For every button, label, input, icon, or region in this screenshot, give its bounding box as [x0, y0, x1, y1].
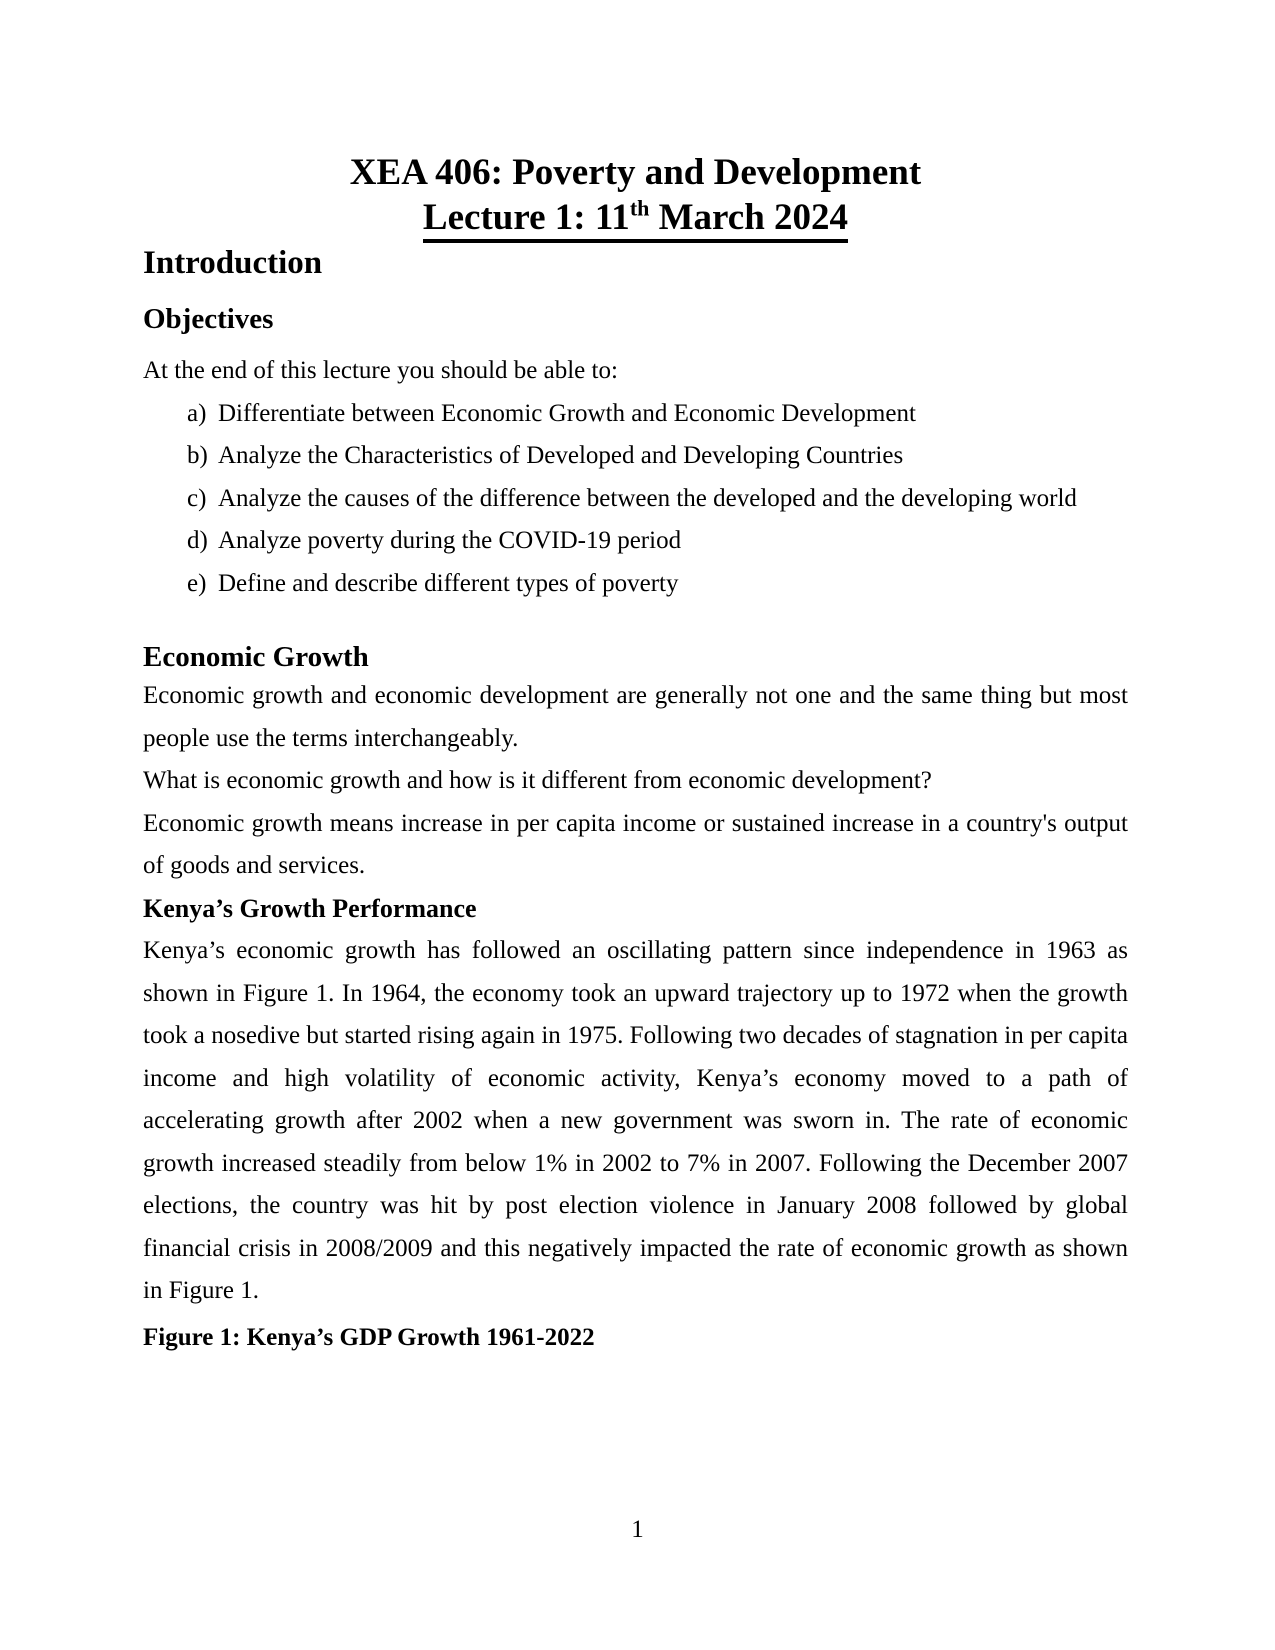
objective-text-b: Analyze the Characteristics of Developed and Developing Countries	[218, 442, 904, 469]
course-title: XEA 406: Poverty and Development	[349, 152, 922, 193]
subsection-heading-objectives: Objectives	[143, 303, 274, 335]
list-marker-b: b)	[187, 442, 208, 469]
page-content	[143, 0, 1128, 1359]
objective-text-d: Analyze poverty during the COVID-19 period	[218, 527, 682, 554]
lecture-subtitle-underline	[423, 197, 848, 243]
kenya-growth-paragraph: Kenya’s economic growth has followed an oscillating pattern since independence in 1963 as shown in Figure 1. In 1964, the economy took an upward trajectory up to 1972 when the growth took a nosedive but started rising again in 1975. Following two decades of stagnation in per capita income and high volatility of economic activity, Kenya’s economy moved to a path of accelerating growth after 2002 when a new government was sworn in. The rate of economic growth increased steadily from below 1% in 2002 to 7% in 2007. Following the December 2007 elections, the country was hit by post election violence in January 2008 followed by global financial crisis in 2008/2009 and this negatively impacted the rate of economic growth as shown in Figure 1.	[143, 937, 1128, 1304]
objective-item-d	[143, 520, 1128, 563]
objective-item-b	[143, 435, 1128, 478]
economic-growth-paragraph-1: Economic growth and economic development are generally not one and the same thing but most people use the terms interchangeably.	[143, 682, 1128, 752]
objective-text-a: Differentiate between Economic Growth and Economic Development	[218, 399, 916, 427]
section-heading-introduction: Introduction	[143, 245, 323, 281]
objective-text-c: Analyze the causes of the difference between the developed and the developing world	[218, 484, 1077, 512]
objective-item-c	[143, 478, 1128, 521]
objectives-list	[143, 393, 1128, 606]
subheading-kenya-growth-performance: Kenya’s Growth Performance	[143, 893, 477, 923]
list-marker-e: e)	[187, 569, 207, 597]
list-marker-d: d)	[187, 527, 208, 554]
objective-text-e: Define and describe different types of poverty	[218, 569, 679, 597]
objective-item-e	[143, 563, 1128, 606]
ordinal-superscript: th	[629, 195, 650, 221]
economic-growth-paragraph-2: What is economic growth and how is it different from economic development?	[143, 767, 932, 794]
lecture-subtitle	[143, 195, 1128, 243]
document-title	[143, 0, 1128, 243]
page-number: 1	[631, 1516, 644, 1543]
figure-1-caption: Figure 1: Kenya’s GDP Growth 1961-2022	[143, 1323, 595, 1351]
subsection-heading-economic-growth: Economic Growth	[143, 641, 369, 673]
lecture-subtitle-text: Lecture 1: 11	[422, 197, 630, 238]
list-marker-c: c)	[187, 484, 207, 512]
objectives-lead-text: At the end of this lecture you should be able to:	[143, 357, 618, 384]
lecture-subtitle-date: March 2024	[649, 197, 849, 238]
economic-growth-paragraph-3: Economic growth means increase in per capita income or sustained increase in a country's output of goods and services.	[143, 809, 1128, 879]
objective-item-a	[143, 393, 1128, 436]
list-marker-a: a)	[187, 399, 207, 427]
